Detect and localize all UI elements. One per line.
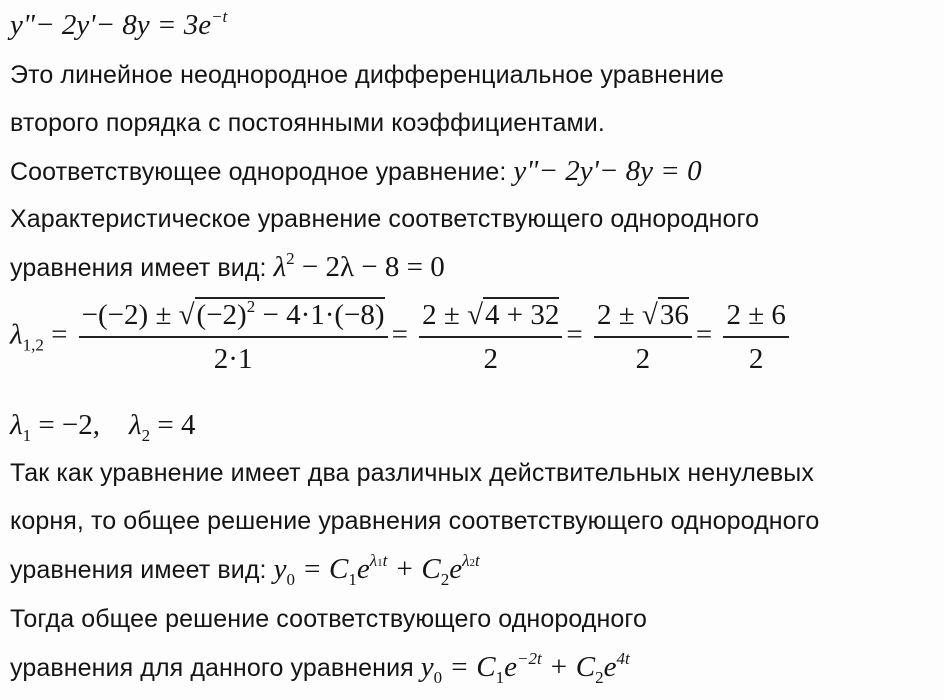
text-line: Это линейное неоднородное дифференциальное уравнение xyxy=(10,61,725,89)
text-line: Так как уравнение имеет два различных действительных ненулевых xyxy=(10,459,814,487)
roots-formula: $\lambda_{1,2}$ = $\frac{-(-2) \pm √(-2)^2 - 4\cdot 1\cdot(-8)}{2\cdot 1}$ = $\frac{2 \pm √4 + 32}{2}$ = $\frac{2 \pm √36}{2}$ = $\frac{2 \pm 6}{2}$ xyxy=(10,298,793,376)
general-solution-line: уравнения имеет вид: $y_0 = C_1e^{\lambda 1t} + C_2e^{\lambda 2t}$ xyxy=(10,551,480,589)
text-line: второго порядка с постоянными коэффициентами. xyxy=(10,109,605,137)
text-line: корня, то общее решение уравнения соответствующего однородного xyxy=(10,507,820,535)
homogeneous-line: Соответствующее однородное уравнение: y"− 2y'− 8y = 0 xyxy=(10,155,702,187)
text-line: Характеристическое уравнение соответствующего однородного xyxy=(10,205,760,233)
roots-values: $\lambda_1 = -2$, $\lambda_2 = 4$ xyxy=(10,409,196,445)
given-equation: y"− $2y'- 8y = 3e^{-t}$ xyxy=(10,7,228,41)
characteristic-line: уравнения имеет вид: $\lambda^2 - 2\lambda - 8 = 0$ xyxy=(10,249,445,283)
text-line: Тогда общее решение соответствующего однородного xyxy=(10,605,648,633)
specific-solution-line: уравнения для данного уравнения $y_0 = C_1e^{-2t} + C_2e^{4t}$ xyxy=(10,649,630,687)
